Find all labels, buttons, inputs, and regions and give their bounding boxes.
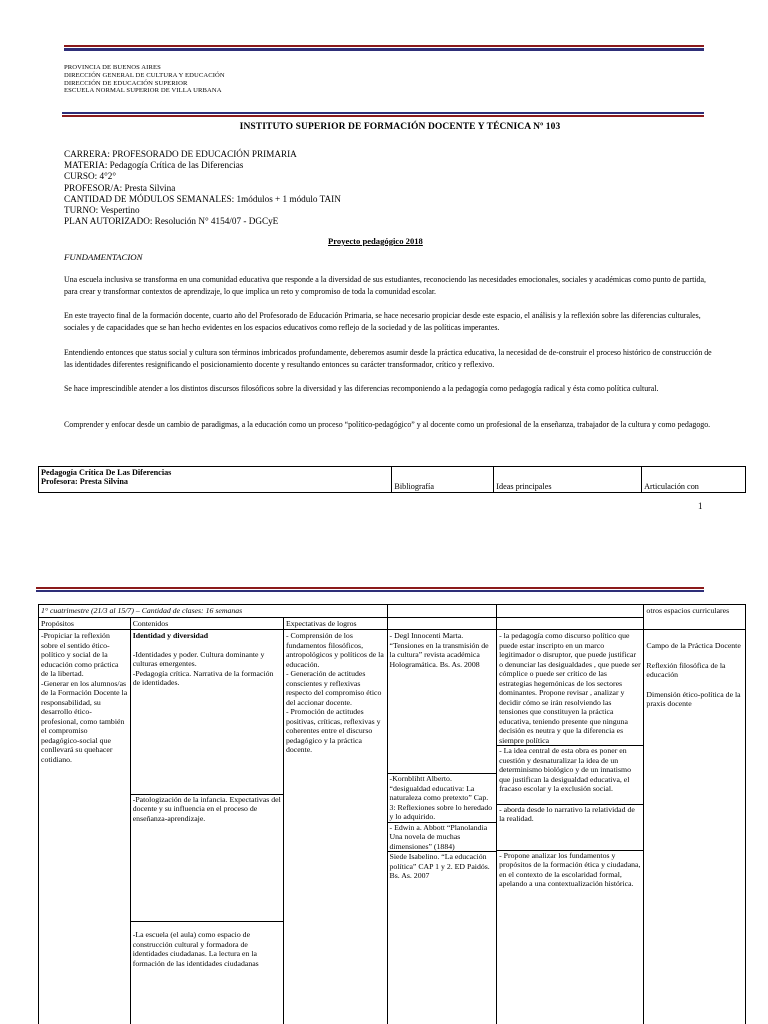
articulacion-cell xyxy=(644,630,746,1024)
paragraph-4: Se hace imprescindible atender a los distintos discursos filosóficos sobre la diversidad y las diferencias recomponiendo a la pedagogía como pedagogía radical y ésta como política cultural. xyxy=(64,384,659,393)
plan-table xyxy=(38,604,746,1024)
col-contenidos: Contenidos xyxy=(130,617,283,630)
idea-item: - Propone analizar los fundamentos y propósitos de la formación ética y ciudadana, en el contexto de la escolaridad formal, apelando a una contextualización histórica. xyxy=(499,850,641,888)
info-curso: CURSO: 4°2° xyxy=(64,171,117,182)
contenidos-block: -La escuela (el aula) como espacio de construcción cultural y formadora de identidades ciudadanas. La lectura en la formación de las identidades ciudadanas xyxy=(132,930,259,968)
bibliografia-cell xyxy=(387,630,497,1024)
col-ideas: Ideas principales xyxy=(494,467,642,493)
info-turno: TURNO: Vespertino xyxy=(64,205,140,216)
paragraph-3: Entendiendo entonces que status social y cultura son términos imbricados profundamente, deberemos asumir desde la práctica educativa, la necesidad de de-construir el proceso histórico de construcción de las identidades diferentes resignificando el posicionamiento docente y resultando entonces su carácter transformador, crítico y reflexivo. xyxy=(64,348,712,370)
expectativa-item: - Comprensión de los fundamentos filosóficos, antropológicos y políticos de la educación. xyxy=(285,631,384,669)
bibliografia-item: - Edwin a. Abbott “Planolandia Una novela de muchas dimensiones” (1884) xyxy=(389,822,488,851)
bibliografia-item: Siede Isabelino. “La educación política” CAP 1 y 2. ED Paidós. Bs. As. 2007 xyxy=(389,852,490,880)
expectativas-cell xyxy=(283,630,387,1024)
articulacion-item: Campo de la Práctica Docente xyxy=(646,641,741,650)
ideas-cell xyxy=(497,630,644,1024)
info-profesor: PROFESOR/A: Presta Silvina xyxy=(64,182,176,193)
idea-item: - La idea central de esta obra es poner en cuestión y desnaturalizar la idea de un determinismo biológico y de un innatismo que justifican la desigualdad educativa, el fracaso escolar y la exclusión social. xyxy=(499,746,631,793)
info-materia: MATERIA: Pedagogía Crítica de las Diferencias xyxy=(64,160,244,171)
header-line: DIRECCIÓN DE EDUCACIÓN SUPERIOR xyxy=(64,79,188,87)
expectativa-item: - Generación de actitudes conscientes y reflexivas respecto del compromiso ético del accionar docente. xyxy=(285,669,382,707)
articulacion-item: Dimensión ético-política de la praxis docente xyxy=(646,689,741,708)
paragraph-5: Comprender y enfocar desde un cambio de paradigmas, a la educación como un proceso “político-pedagógico” y al docente como un profesional de la enseñanza, trabajador de la cultura y como pedagogo. xyxy=(64,420,711,429)
articulacion-item: Reflexión filosófica de la educación xyxy=(646,660,726,679)
contenidos-block: -Identidades y poder. Cultura dominante y culturas emergentes. -Pedagogía crítica. Narrativa de la formación de identidades. xyxy=(132,649,274,687)
idea-item: - la pedagogía como discurso político que puede estar inscripto en un marco legitimador o disruptor, que puede justificar o denunciar las desigualdades , que puede ser cómplice o puede ser crítico de las estrategias hegemónicas de los sectores dominantes. Propone revisar , analizar y decidir cómo se irán resolviendo las tensiones que constituyen la práctica educativa, teniendo presente que ninguna decisión es neutra y que la diferencia es siempre política xyxy=(499,631,641,745)
project-title: Proyecto pedagógico 2018 xyxy=(328,236,423,246)
col-propositos: Propósitos xyxy=(39,617,131,630)
empty-cell xyxy=(497,605,644,618)
paragraph-1: Una escuela inclusiva se transforma en una comunidad educativa que responde a la diversidad de sus estudiantes, reconociendo las necesidades emocionales, sociales y académicas como punto de partida, para crear y transformar contextos de aprendizaje, lo que implica un reto y compromiso de toda la comunidad escolar. xyxy=(64,275,706,297)
empty-cell xyxy=(387,617,497,630)
contenidos-cell xyxy=(130,630,283,1024)
page-number: 1 xyxy=(698,501,703,511)
proposito-item: -Generar en los alumnos/as de la Formación Docente la responsabilidad, su desarrollo ético-profesional, como también el compromiso pedagógico-social que conllevará su quehacer cotidiano. xyxy=(41,678,128,764)
empty-cell xyxy=(387,605,497,618)
expectativa-item: - Promoción de actitudes positivas, críticas, reflexivas y coherentes entre el discurso pedagógico y la práctica docente. xyxy=(285,707,381,754)
header-line: PROVINCIA DE BUENOS AIRES xyxy=(64,64,161,71)
header-line: ESCUELA NORMAL SUPERIOR DE VILLA URBANA xyxy=(64,87,222,95)
header-block xyxy=(64,64,225,95)
institute-rule xyxy=(62,112,704,117)
info-modulos: CANTIDAD DE MÓDULOS SEMANALES: 1módulos + 1 módulo TAIN xyxy=(64,193,341,204)
subject-title: Pedagogía Crítica De Las Diferencias xyxy=(41,468,172,477)
bibliografia-item: - Degl Innocenti Marta. “Tensiones en la transmisión de la cultura” revista académica Hologramática. Bs. As. 2008 xyxy=(389,631,489,669)
contenidos-heading: Identidad y diversidad xyxy=(132,631,209,640)
paragraph-2: En este trayecto final de la formación docente, cuarto año del Profesorado de Educación Primaria, se hace necesario propiciar desde este espacio, el análisis y la reflexión sobre las diferencias culturales, sociales y de capacidades que se han hecho evidentes en los espacios educativos como reflejo de la sociedad y de las políticas imperantes. xyxy=(64,311,701,333)
col-articulacion: Articulación con xyxy=(642,467,746,493)
page2-decorative-rule xyxy=(36,587,704,593)
header-line: DIRECCIÓN GENERAL DE CULTURA Y EDUCACIÓN xyxy=(64,71,225,79)
course-info xyxy=(64,149,341,227)
col-expectativas: Expectativas de logros xyxy=(283,617,387,630)
empty-cell xyxy=(497,617,644,630)
subject-professor: Profesora: Presta Silvina xyxy=(41,477,129,487)
subject-title-cell xyxy=(39,467,392,493)
propositos-cell xyxy=(39,630,131,1024)
bibliografia-item: -Kornblihtt Alberto. “desigualdad educativa: La naturaleza como pretexto” Cap. 3: Reflexiones sobre lo heredado y lo adquirido. xyxy=(389,774,493,821)
top-decorative-rule xyxy=(64,45,704,51)
col-otros: otros espacios curriculares xyxy=(644,605,746,630)
subject-header-table xyxy=(38,466,746,493)
fundamentacion-heading: FUNDAMENTACION xyxy=(64,252,143,262)
col-bibliografia: Bibliografía xyxy=(392,467,494,493)
institute-title: INSTITUTO SUPERIOR DE FORMACIÓN DOCENTE Y TÉCNICA Nº 103 xyxy=(239,122,561,132)
info-plan: PLAN AUTORIZADO: Resolución N° 4154/07 - DGCyE xyxy=(64,216,279,227)
proposito-item: -Propiciar la reflexión sobre el sentido ético-político y social de la educación como práctica de la libertad. xyxy=(41,631,119,678)
cuatrimestre-cell: 1° cuatrimestre (21/3 al 15/7) – Cantidad de clases: 16 semanas xyxy=(39,605,388,618)
contenidos-block: -Patologización de la infancia. Expectativas del docente y su influencia en el proceso de enseñanza-aprendizaje. xyxy=(132,794,281,823)
info-carrera: CARRERA: PROFESORADO DE EDUCACIÓN PRIMARIA xyxy=(64,149,297,159)
idea-item: - aborda desde lo narrativo la relatividad de la realidad. xyxy=(499,804,635,823)
